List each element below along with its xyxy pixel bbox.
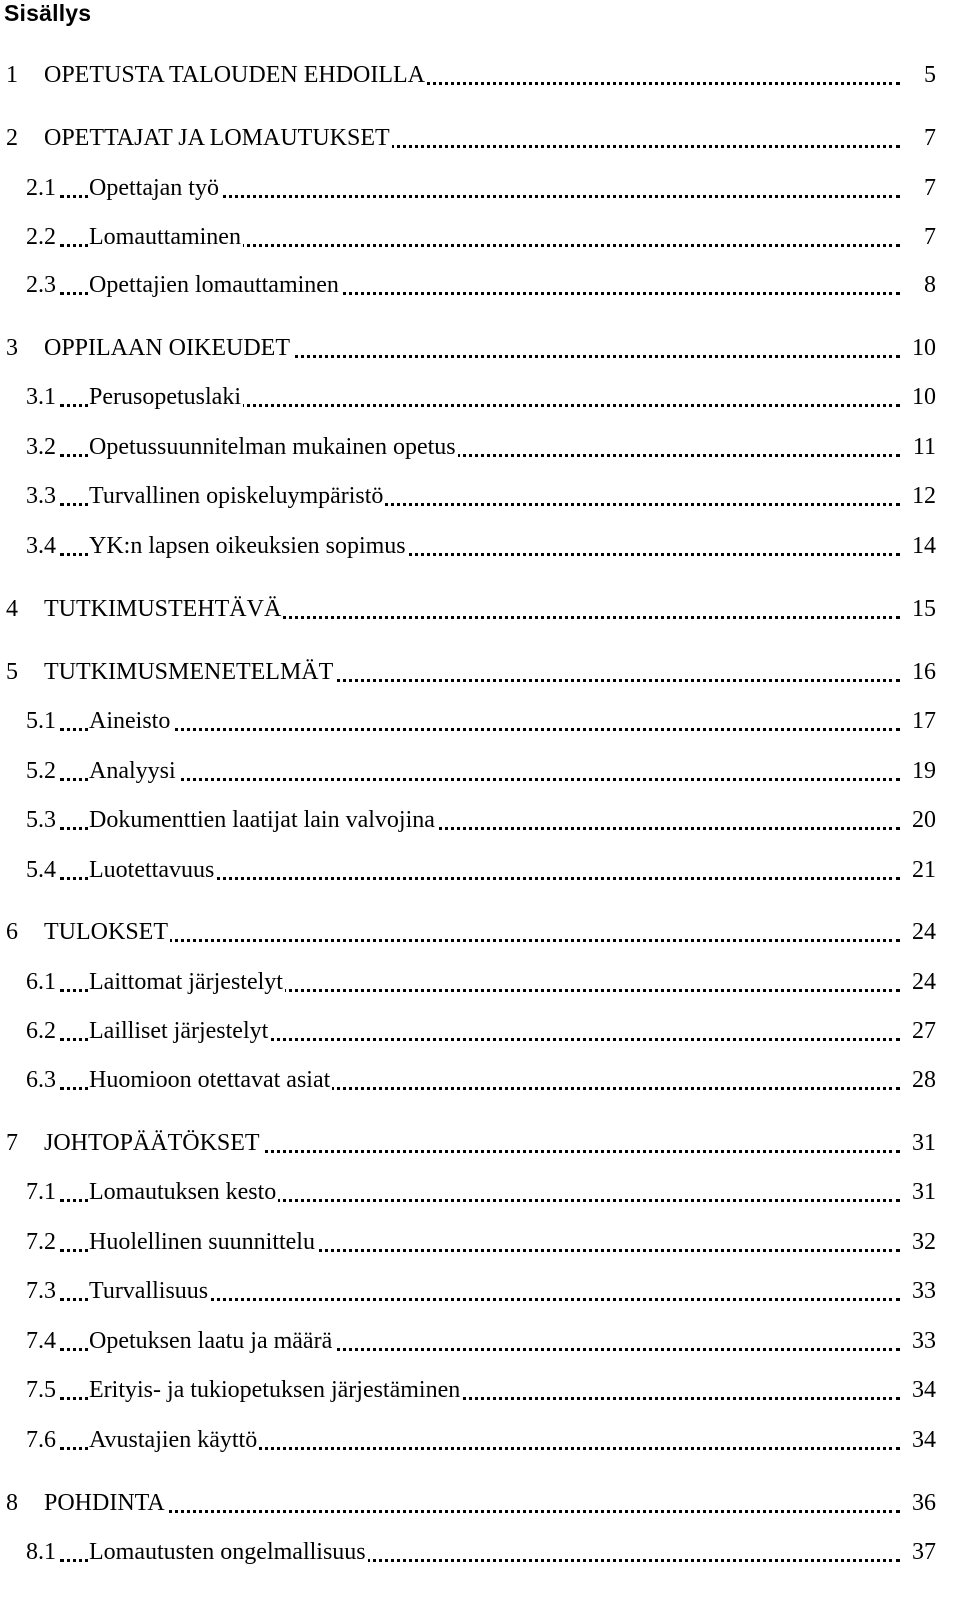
toc-entry-label: Opetuksen laatu ja määrä — [89, 1324, 334, 1358]
toc-entry-label: OPPILAAN OIKEUDET — [44, 331, 292, 365]
toc-entry[interactable] — [0, 1274, 960, 1308]
toc-dot-leader — [60, 1510, 900, 1513]
toc-entry-number: 6.1 — [26, 969, 56, 995]
toc-entry-page-number: 33 — [910, 1324, 936, 1358]
toc-entry-page-number: 31 — [910, 1175, 936, 1209]
toc-entry-number: 2.1 — [26, 175, 56, 201]
toc-entry-label: Lailliset järjestelyt — [89, 1014, 270, 1048]
toc-entry-label: OPETTAJAT JA LOMAUTUKSET — [44, 121, 392, 155]
toc-entry-page-number: 7 — [922, 220, 936, 254]
toc-entry-number: 5.4 — [26, 857, 56, 883]
toc-entry[interactable] — [0, 58, 960, 92]
toc-entry[interactable] — [0, 268, 960, 302]
toc-entry-label: Lomautusten ongelmallisuus — [89, 1535, 368, 1569]
toc-entry[interactable] — [0, 331, 960, 365]
toc-entry[interactable] — [0, 1486, 960, 1520]
toc-entry-number: 2 — [6, 125, 18, 151]
toc-entry-number: 2.3 — [26, 272, 56, 298]
toc-entry[interactable] — [0, 380, 960, 414]
toc-entry-number: 3.4 — [26, 533, 56, 559]
toc-entry-number: 3.3 — [26, 483, 56, 509]
toc-entry-number: 7.5 — [26, 1377, 56, 1403]
toc-entry-number: 3 — [6, 335, 18, 361]
toc-title: Sisällys — [4, 0, 92, 26]
toc-entry[interactable] — [0, 1535, 960, 1569]
toc-entry-label: Turvallinen opiskeluympäristö — [89, 479, 385, 513]
toc-entry-number: 4 — [6, 596, 18, 622]
toc-entry-page-number: 31 — [910, 1126, 936, 1160]
toc-entry-number: 7.3 — [26, 1278, 56, 1304]
toc-entry-label: Laittomat järjestelyt — [89, 965, 285, 999]
toc-entry-page-number: 11 — [911, 430, 936, 464]
toc-entry-number: 6 — [6, 919, 18, 945]
toc-entry-page-number: 14 — [910, 529, 936, 563]
toc-entry[interactable] — [0, 592, 960, 626]
toc-entry-number: 7.2 — [26, 1229, 56, 1255]
toc-entry-page-number: 7 — [922, 121, 936, 155]
toc-entry-number: 7.1 — [26, 1179, 56, 1205]
toc-entry-number: 3.1 — [26, 384, 56, 410]
toc-entry-number: 5.2 — [26, 758, 56, 784]
toc-entry[interactable] — [0, 1324, 960, 1358]
toc-entry-page-number: 19 — [910, 754, 936, 788]
toc-entry-page-number: 37 — [910, 1535, 936, 1569]
toc-entry-label: Luotettavuus — [89, 853, 216, 887]
toc-entry[interactable] — [0, 754, 960, 788]
toc-entry-number: 7 — [6, 1130, 18, 1156]
toc-entry-page-number: 7 — [922, 171, 936, 205]
toc-entry[interactable] — [0, 1373, 960, 1407]
toc-entry-label: Dokumenttien laatijat lain valvojina — [89, 803, 437, 837]
toc-entry-number: 6.3 — [26, 1067, 56, 1093]
toc-entry[interactable] — [0, 1175, 960, 1209]
toc-entry-label: POHDINTA — [44, 1486, 167, 1520]
toc-entry-page-number: 12 — [910, 479, 936, 513]
toc-entry-label: Aineisto — [89, 704, 172, 738]
toc-entry-number: 5 — [6, 659, 18, 685]
toc-entry-page-number: 36 — [910, 1486, 936, 1520]
toc-entry-number: 7.4 — [26, 1328, 56, 1354]
toc-entry-page-number: 10 — [910, 380, 936, 414]
toc-entry-label: TUTKIMUSTEHTÄVÄ — [44, 592, 283, 626]
toc-entry[interactable] — [0, 479, 960, 513]
toc-entry-label: Opettajien lomauttaminen — [89, 268, 341, 302]
toc-entry[interactable] — [0, 1225, 960, 1259]
toc-entry-label: Lomautuksen kesto — [89, 1175, 278, 1209]
toc-entry[interactable] — [0, 655, 960, 689]
toc-dot-leader — [60, 728, 900, 731]
toc-entry-page-number: 34 — [910, 1423, 936, 1457]
toc-dot-leader — [60, 939, 900, 942]
toc-entry-label: TULOKSET — [44, 915, 170, 949]
toc-entry[interactable] — [0, 853, 960, 887]
toc-entry-page-number: 10 — [910, 331, 936, 365]
toc-entry-page-number: 15 — [910, 592, 936, 626]
toc-entry-label: Turvallisuus — [89, 1274, 210, 1308]
toc-entry-page-number: 17 — [910, 704, 936, 738]
toc-entry[interactable] — [0, 1126, 960, 1160]
toc-entry[interactable] — [0, 965, 960, 999]
toc-entry[interactable] — [0, 1063, 960, 1097]
toc-entry-page-number: 24 — [910, 965, 936, 999]
toc-entry-page-number: 24 — [910, 915, 936, 949]
toc-entry-number: 5.1 — [26, 708, 56, 734]
toc-entry-label: Lomauttaminen — [89, 220, 243, 254]
toc-entry-number: 2.2 — [26, 224, 56, 250]
toc-entry[interactable] — [0, 1014, 960, 1048]
toc-entry[interactable] — [0, 529, 960, 563]
toc-entry-page-number: 34 — [910, 1373, 936, 1407]
toc-entry-page-number: 28 — [910, 1063, 936, 1097]
toc-entry-page-number: 33 — [910, 1274, 936, 1308]
toc-entry-number: 5.3 — [26, 807, 56, 833]
toc-entry-label: Avustajien käyttö — [89, 1423, 259, 1457]
toc-entry-page-number: 20 — [910, 803, 936, 837]
toc-entry-page-number: 16 — [910, 655, 936, 689]
toc-entry[interactable] — [0, 430, 960, 464]
toc-entry-page-number: 32 — [910, 1225, 936, 1259]
toc-entry-label: JOHTOPÄÄTÖKSET — [44, 1126, 262, 1160]
toc-entry-page-number: 21 — [910, 853, 936, 887]
toc-entry-number: 6.2 — [26, 1018, 56, 1044]
toc-entry-label: Analyysi — [89, 754, 178, 788]
toc-entry-label: Opetussuunnitelman mukainen opetus — [89, 430, 458, 464]
toc-entry-label: Huomioon otettavat asiat — [89, 1063, 332, 1097]
toc-entry-label: Huolellinen suunnittelu — [89, 1225, 317, 1259]
toc-entry-number: 8.1 — [26, 1539, 56, 1565]
toc-dot-leader — [60, 778, 900, 781]
toc-entry-label: OPETUSTA TALOUDEN EHDOILLA — [44, 58, 427, 92]
toc-entry[interactable] — [0, 171, 960, 205]
toc-entry-page-number: 8 — [922, 268, 936, 302]
toc-entry-label: Erityis- ja tukiopetuksen järjestäminen — [89, 1373, 462, 1407]
toc-entry[interactable] — [0, 915, 960, 949]
toc-entry-label: YK:n lapsen oikeuksien sopimus — [89, 529, 408, 563]
toc-entry-label: Perusopetuslaki — [89, 380, 243, 414]
toc-entry[interactable] — [0, 803, 960, 837]
toc-entry-page-number: 27 — [910, 1014, 936, 1048]
toc-entry-number: 1 — [6, 62, 18, 88]
toc-entry-number: 8 — [6, 1490, 18, 1516]
toc-entry-number: 7.6 — [26, 1427, 56, 1453]
toc-entry-label: Opettajan työ — [89, 171, 221, 205]
toc-entry-page-number: 5 — [922, 58, 936, 92]
toc-entry[interactable] — [0, 121, 960, 155]
toc-entry[interactable] — [0, 220, 960, 254]
toc-entry[interactable] — [0, 704, 960, 738]
toc-entry[interactable] — [0, 1423, 960, 1457]
toc-entry-number: 3.2 — [26, 434, 56, 460]
toc-entry-label: TUTKIMUSMENETELMÄT — [44, 655, 335, 689]
